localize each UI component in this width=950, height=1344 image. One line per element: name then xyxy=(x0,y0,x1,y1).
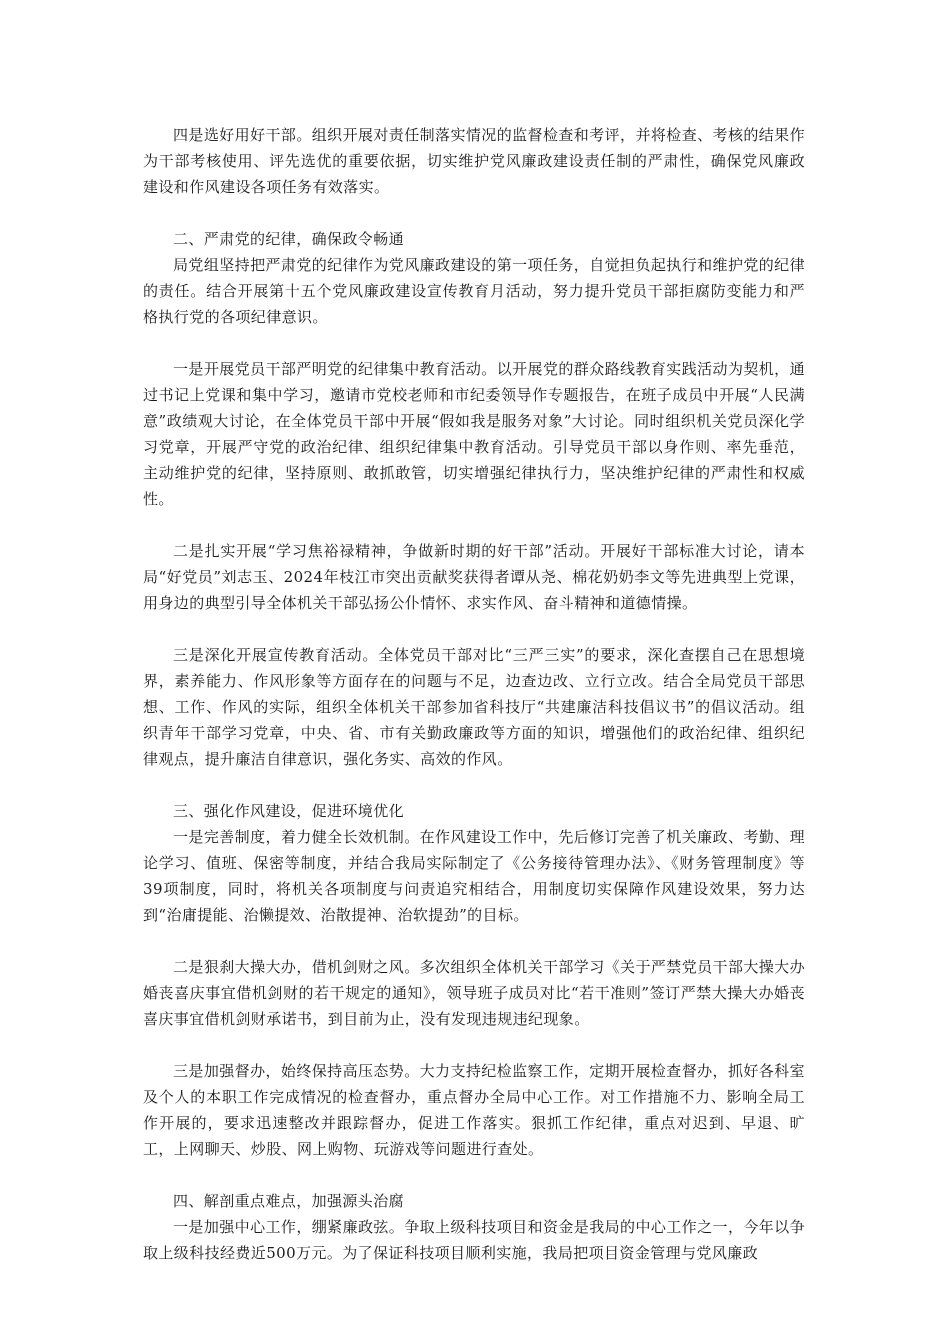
paragraph-gap xyxy=(143,928,805,954)
paragraph-gap xyxy=(143,512,805,538)
paragraph-extravagance-ban: 二是狠刹大操大办，借机剑财之风。多次组织全体机关干部学习《关于严禁党员干部大操大办婚丧喜庆事宜借机剑财的若干规定的通知》，领导班子成员对比“若干准则”签订严禁大操大办婚丧喜庆事宜借机剑财承诺书，到目前为止，没有发现违规违纪现象。 xyxy=(143,958,805,1028)
paragraph-gap xyxy=(143,200,805,226)
paragraph-gap xyxy=(143,1032,805,1058)
paragraph-improve-systems: 一是完善制度，着力健全长效机制。在作风建设工作中，先后修订完善了机关廉政、考勤、理论学习、值班、保密等制度，并结合我局实际制定了《公务接待管理办法》、《财务管理制度》等39项制度，同时，将机关各项制度与问责追究相结合，用制度切实保障作风建设效果，努力达到“治庸提能、治懒提效、治散提神、治软提劲”的目标。 xyxy=(143,828,805,924)
paragraph-gap xyxy=(143,772,805,798)
section-heading-work-style: 三、强化作风建设，促进环境优化 xyxy=(173,802,405,820)
paragraph-jiao-yulu-activity: 二是扎实开展“学习焦裕禄精神，争做新时期的好干部”活动。开展好干部标准大讨论，请本局“好党员”刘志玉、2024年枝江市突出贡献奖获得者谭从尧、棉花奶奶李文等先进典型上党课，用身边的典型引导全体机关干部弘扬公仆情怀、求实作风、奋斗精神和道德情操。 xyxy=(143,542,805,612)
paragraph-gap xyxy=(143,616,805,642)
paragraph-supervision: 三是加强督办，始终保持高压态势。大力支持纪检监察工作，定期开展检查督办，抓好各科室及个人的本职工作完成情况的检查督办，重点督办全局中心工作。对工作措施不力、影响全局工作开展的，要求迅速整改并跟踪督办，促进工作落实。狠抓工作纪律，重点对迟到、早退、旷工，上网聊天、炒股、网上购物、玩游戏等问题进行查处。 xyxy=(143,1062,805,1158)
section-heading-anti-corruption: 四、解剖重点难点，加强源头治腐 xyxy=(173,1192,405,1210)
paragraph-discipline-intro: 局党组坚持把严肃党的纪律作为党风廉政建设的第一项任务，自觉担负起执行和维护党的纪律的责任。结合开展第十五个党风廉政建设宣传教育月活动，努力提升党员干部拒腐防变能力和严格执行党的各项纪律意识。 xyxy=(143,256,805,326)
section-heading-discipline: 二、严肃党的纪律，确保政令畅通 xyxy=(173,230,405,248)
document-page xyxy=(143,122,805,1266)
paragraph-discipline-education: 一是开展党员干部严明党的纪律集中教育活动。以开展党的群众路线教育实践活动为契机，通过书记上党课和集中学习，邀请市党校老师和市纪委领导作专题报告，在班子成员中开展“人民满意”政绩观大讨论，在全体党员干部中开展“假如我是服务对象”大讨论。同时组织机关党员深化学习党章，开展严守党的政治纪律、组织纪律集中教育活动。引导党员干部以身作则、率先垂范，主动维护党的纪律，坚持原则、敢抓敢管，切实增强纪律执行力，坚决维护纪律的严肃性和权威性。 xyxy=(143,360,805,508)
paragraph-central-work: 一是加强中心工作，绷紧廉政弦。争取上级科技项目和资金是我局的中心工作之一，今年以争取上级科技经费近500万元。为了保证科技项目顺利实施，我局把项目资金管理与党风廉政 xyxy=(143,1218,805,1262)
paragraph-publicity-education: 三是深化开展宣传教育活动。全体党员干部对比“三严三实”的要求，深化查摆自己在思想境界，素养能力、作风形象等方面存在的问题与不足，边查边改、立行立改。结合全局党员干部思想、工作、作风的实际，组织全体机关干部参加省科技厅“共建廉洁科技倡议书”的倡议活动。组织青年干部学习党章，中央、省、市有关勤政廉政等方面的知识，增强他们的政治纪律、组织纪律观点，提升廉洁自律意识，强化务实、高效的作风。 xyxy=(143,646,805,768)
paragraph-cadre-selection: 四是选好用好干部。组织开展对责任制落实情况的监督检查和考评，并将检查、考核的结果作为干部考核使用、评先选优的重要依据，切实维护党风廉政建设责任制的严肃性，确保党风廉政建设和作风建设各项任务有效落实。 xyxy=(143,126,805,196)
paragraph-gap xyxy=(143,330,805,356)
paragraph-gap xyxy=(143,1162,805,1188)
